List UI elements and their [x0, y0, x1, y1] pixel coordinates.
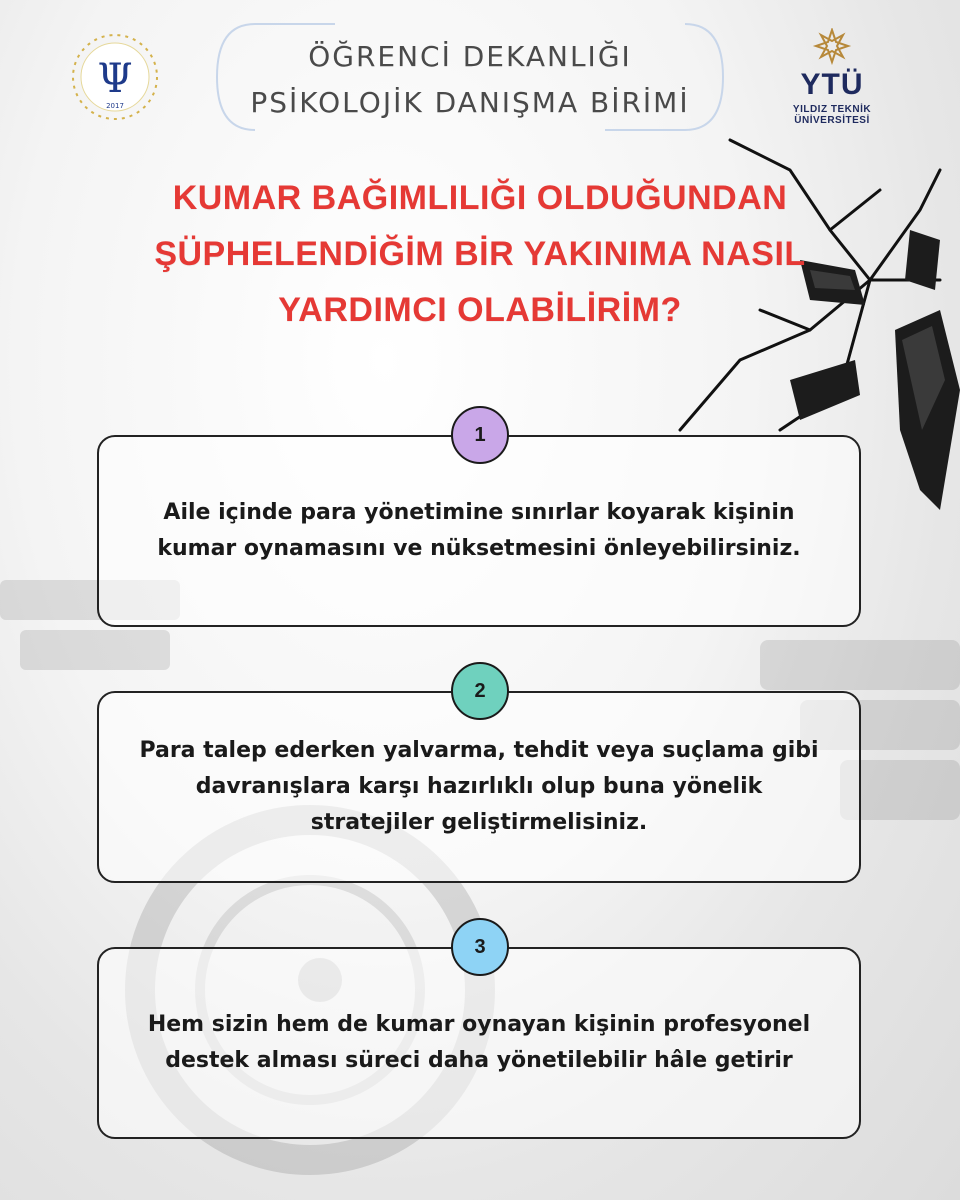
header-frame: [215, 22, 725, 132]
tip-card-text: Para talep ederken yalvarma, tehdit veya suçlama gibi davranışlara karşı hazırlıklı olup buna yönelik stratejiler geliştirmelisiniz.: [139, 738, 819, 835]
logo-year: 2017: [106, 102, 124, 110]
tip-card-text: Aile içinde para yönetimine sınırlar koyarak kişinin kumar oynamasını ve nüksetmesini önleyebilirsiniz.: [157, 500, 801, 561]
step-badge-2: 2: [451, 662, 509, 720]
ytu-logo: [782, 28, 882, 128]
psi-symbol: Ψ: [97, 56, 133, 102]
title-line-2: ŞÜPHELENDİĞİM BİR YAKINIMA NASIL: [154, 235, 806, 273]
psychology-psi-emblem-icon: [70, 32, 160, 122]
header-line-1: ÖĞRENCİ DEKANLIĞI: [308, 40, 632, 73]
header-line-2: PSİKOLOJİK DANIŞMA BİRİMİ: [250, 86, 690, 119]
tip-card-text: Hem sizin hem de kumar oynayan kişinin profesyonel destek alması süreci daha yönetilebilir hâle getirir: [147, 1012, 811, 1073]
step-badge-1: 1: [451, 406, 509, 464]
ytu-star-logo-icon: [782, 28, 882, 68]
ytu-sub-line-2: ÜNİVERSİTESİ: [794, 115, 870, 126]
ytu-letters: YTÜ: [800, 68, 864, 101]
page-title: [100, 170, 860, 338]
ytu-subtitle: [782, 104, 882, 126]
psychology-logo: [70, 32, 160, 122]
step-badge-3: 3: [451, 918, 509, 976]
ytu-sub-line-1: YILDIZ TEKNİK: [792, 104, 872, 115]
title-line-1: KUMAR BAĞIMLILIĞI OLDUĞUNDAN: [172, 179, 788, 217]
title-line-3: YARDIMCI OLABİLİRİM?: [278, 291, 682, 329]
